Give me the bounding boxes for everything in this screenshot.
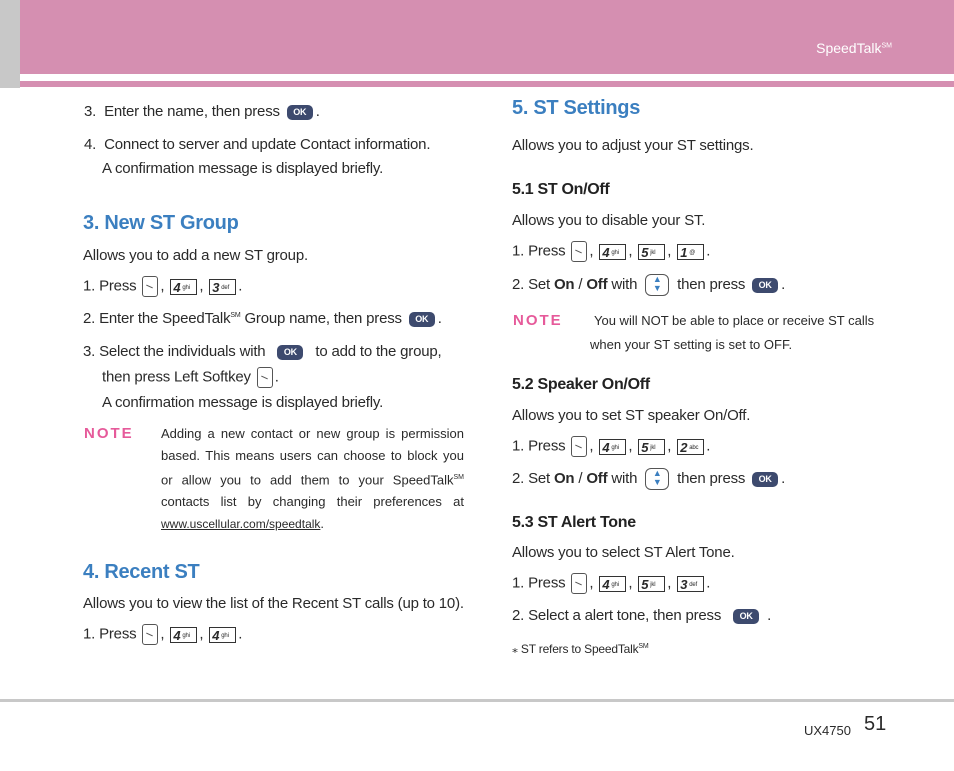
key-3-icon: 3 $^{def}$ — [677, 576, 704, 592]
key-5-icon: 5 $^{jkl}$ — [638, 576, 665, 592]
st-on-off-intro: Allows you to disable your ST. — [512, 212, 706, 229]
new-st-group-step-3b: then press Left Softkey . — [102, 367, 279, 388]
ok-key-icon: OK — [752, 472, 778, 487]
new-st-group-step-3: 3. Select the individuals with OK to add to the group, — [83, 343, 442, 360]
header-title: SpeedTalk℠ — [816, 40, 892, 56]
key-4-icon: 4 $^{ghi}$ — [170, 279, 197, 295]
key-2-icon: 2 $^{abc}$ — [677, 439, 704, 455]
new-st-group-confirm: A confirmation message is displayed briefly. — [102, 394, 384, 411]
ok-key-icon: OK — [409, 312, 435, 327]
footnote: ⁎ ST refers to SpeedTalk℠ — [512, 642, 649, 656]
left-softkey-icon — [142, 276, 158, 297]
header-bar-pink — [20, 0, 954, 74]
speedtalk-link[interactable]: www.uscellular.com/speedtalk — [161, 517, 321, 532]
heading-recent-st: 4. Recent ST — [83, 561, 200, 583]
note-st-off-line1: You will NOT be able to place or receive ST calls — [594, 313, 875, 328]
note-text: Adding a new contact or new group is permission based. This means users can choose to block you or allow you to add them to your SpeedTalk℠ contacts list by changing their preferences at www.uscellular.com/speedtalk. — [161, 426, 464, 532]
left-softkey-icon — [142, 624, 158, 645]
recent-st-step-1: 1. Press , 4 $^{ghi}$ , 4 $^{ghi}$ . — [83, 624, 242, 645]
speaker-on-off-intro: Allows you to set ST speaker On/Off. — [512, 407, 751, 424]
header-rule — [20, 81, 954, 87]
st-on-off-step-2: 2. Set On / Off with ▲ ▼ then press OK . — [512, 274, 785, 296]
key-4-icon: 4 $^{ghi}$ — [599, 576, 626, 592]
ok-key-icon: OK — [752, 278, 778, 293]
new-st-group-step-1: 1. Press , 4 $^{ghi}$ , 3 $^{def}$ . — [83, 276, 242, 297]
key-4-icon: 4 $^{ghi}$ — [209, 627, 236, 643]
heading-st-alert-tone: 5.3 ST Alert Tone — [512, 514, 636, 531]
st-settings-intro: Allows you to adjust your ST settings. — [512, 137, 754, 154]
left-softkey-icon — [571, 573, 587, 594]
heading-st-settings: 5. ST Settings — [512, 97, 641, 119]
ok-key-icon: OK — [277, 345, 303, 360]
step-3: 3. Enter the name, then press OK . — [84, 103, 320, 120]
left-softkey-icon — [257, 367, 273, 388]
st-alert-tone-step-1: 1. Press , 4 $^{ghi}$ , 5 $^{jkl}$ , 3 $^{def}$ . — [512, 573, 710, 594]
ok-key-icon: OK — [733, 609, 759, 624]
left-softkey-icon — [571, 241, 587, 262]
st-on-off-step-1: 1. Press , 4 $^{ghi}$ , 5 $^{jkl}$ , 1 @ . — [512, 241, 710, 262]
key-4-icon: 4 $^{ghi}$ — [170, 627, 197, 643]
recent-st-intro: Allows you to view the list of the Recent ST calls (up to 10). — [83, 595, 464, 612]
step-4-confirm: A confirmation message is displayed briefly. — [102, 160, 384, 177]
speaker-on-off-step-1: 1. Press , 4 $^{ghi}$ , 5 $^{jkl}$ , 2 $^{abc}$ . — [512, 436, 710, 457]
navigation-key-icon: ▲ ▼ — [645, 274, 669, 296]
page-number: 51 — [864, 713, 887, 735]
new-st-group-step-2: 2. Enter the SpeedTalk℠ Group name, then press OK . — [83, 310, 442, 327]
st-alert-tone-step-2: 2. Select a alert tone, then press OK . — [512, 607, 772, 624]
heading-new-st-group: 3. New ST Group — [83, 212, 239, 234]
footer-rule — [0, 699, 954, 702]
speaker-on-off-step-2: 2. Set On / Off with ▲ ▼ then press OK . — [512, 468, 785, 490]
key-1-icon: 1 @ — [677, 244, 704, 260]
model-number: UX4750 — [804, 723, 851, 738]
st-alert-tone-intro: Allows you to select ST Alert Tone. — [512, 544, 735, 561]
key-5-icon: 5 $^{jkl}$ — [638, 439, 665, 455]
navigation-key-icon: ▲ ▼ — [645, 468, 669, 490]
header-bar-gray — [0, 0, 20, 88]
left-softkey-icon — [571, 436, 587, 457]
step-4: 4. Connect to server and update Contact information. — [84, 136, 431, 153]
key-5-icon: 5 $^{jkl}$ — [638, 244, 665, 260]
heading-speaker-on-off: 5.2 Speaker On/Off — [512, 376, 650, 393]
key-4-icon: 4 $^{ghi}$ — [599, 439, 626, 455]
new-st-group-intro: Allows you to add a new ST group. — [83, 247, 308, 264]
key-4-icon: 4 $^{ghi}$ — [599, 244, 626, 260]
note-label: NOTE — [513, 312, 563, 329]
note-label: NOTE — [84, 425, 134, 442]
ok-key-icon: OK — [287, 105, 313, 120]
key-3-icon: 3 $^{def}$ — [209, 279, 236, 295]
note-st-off-line2: when your ST setting is set to OFF. — [590, 337, 793, 352]
heading-st-on-off: 5.1 ST On/Off — [512, 181, 610, 198]
